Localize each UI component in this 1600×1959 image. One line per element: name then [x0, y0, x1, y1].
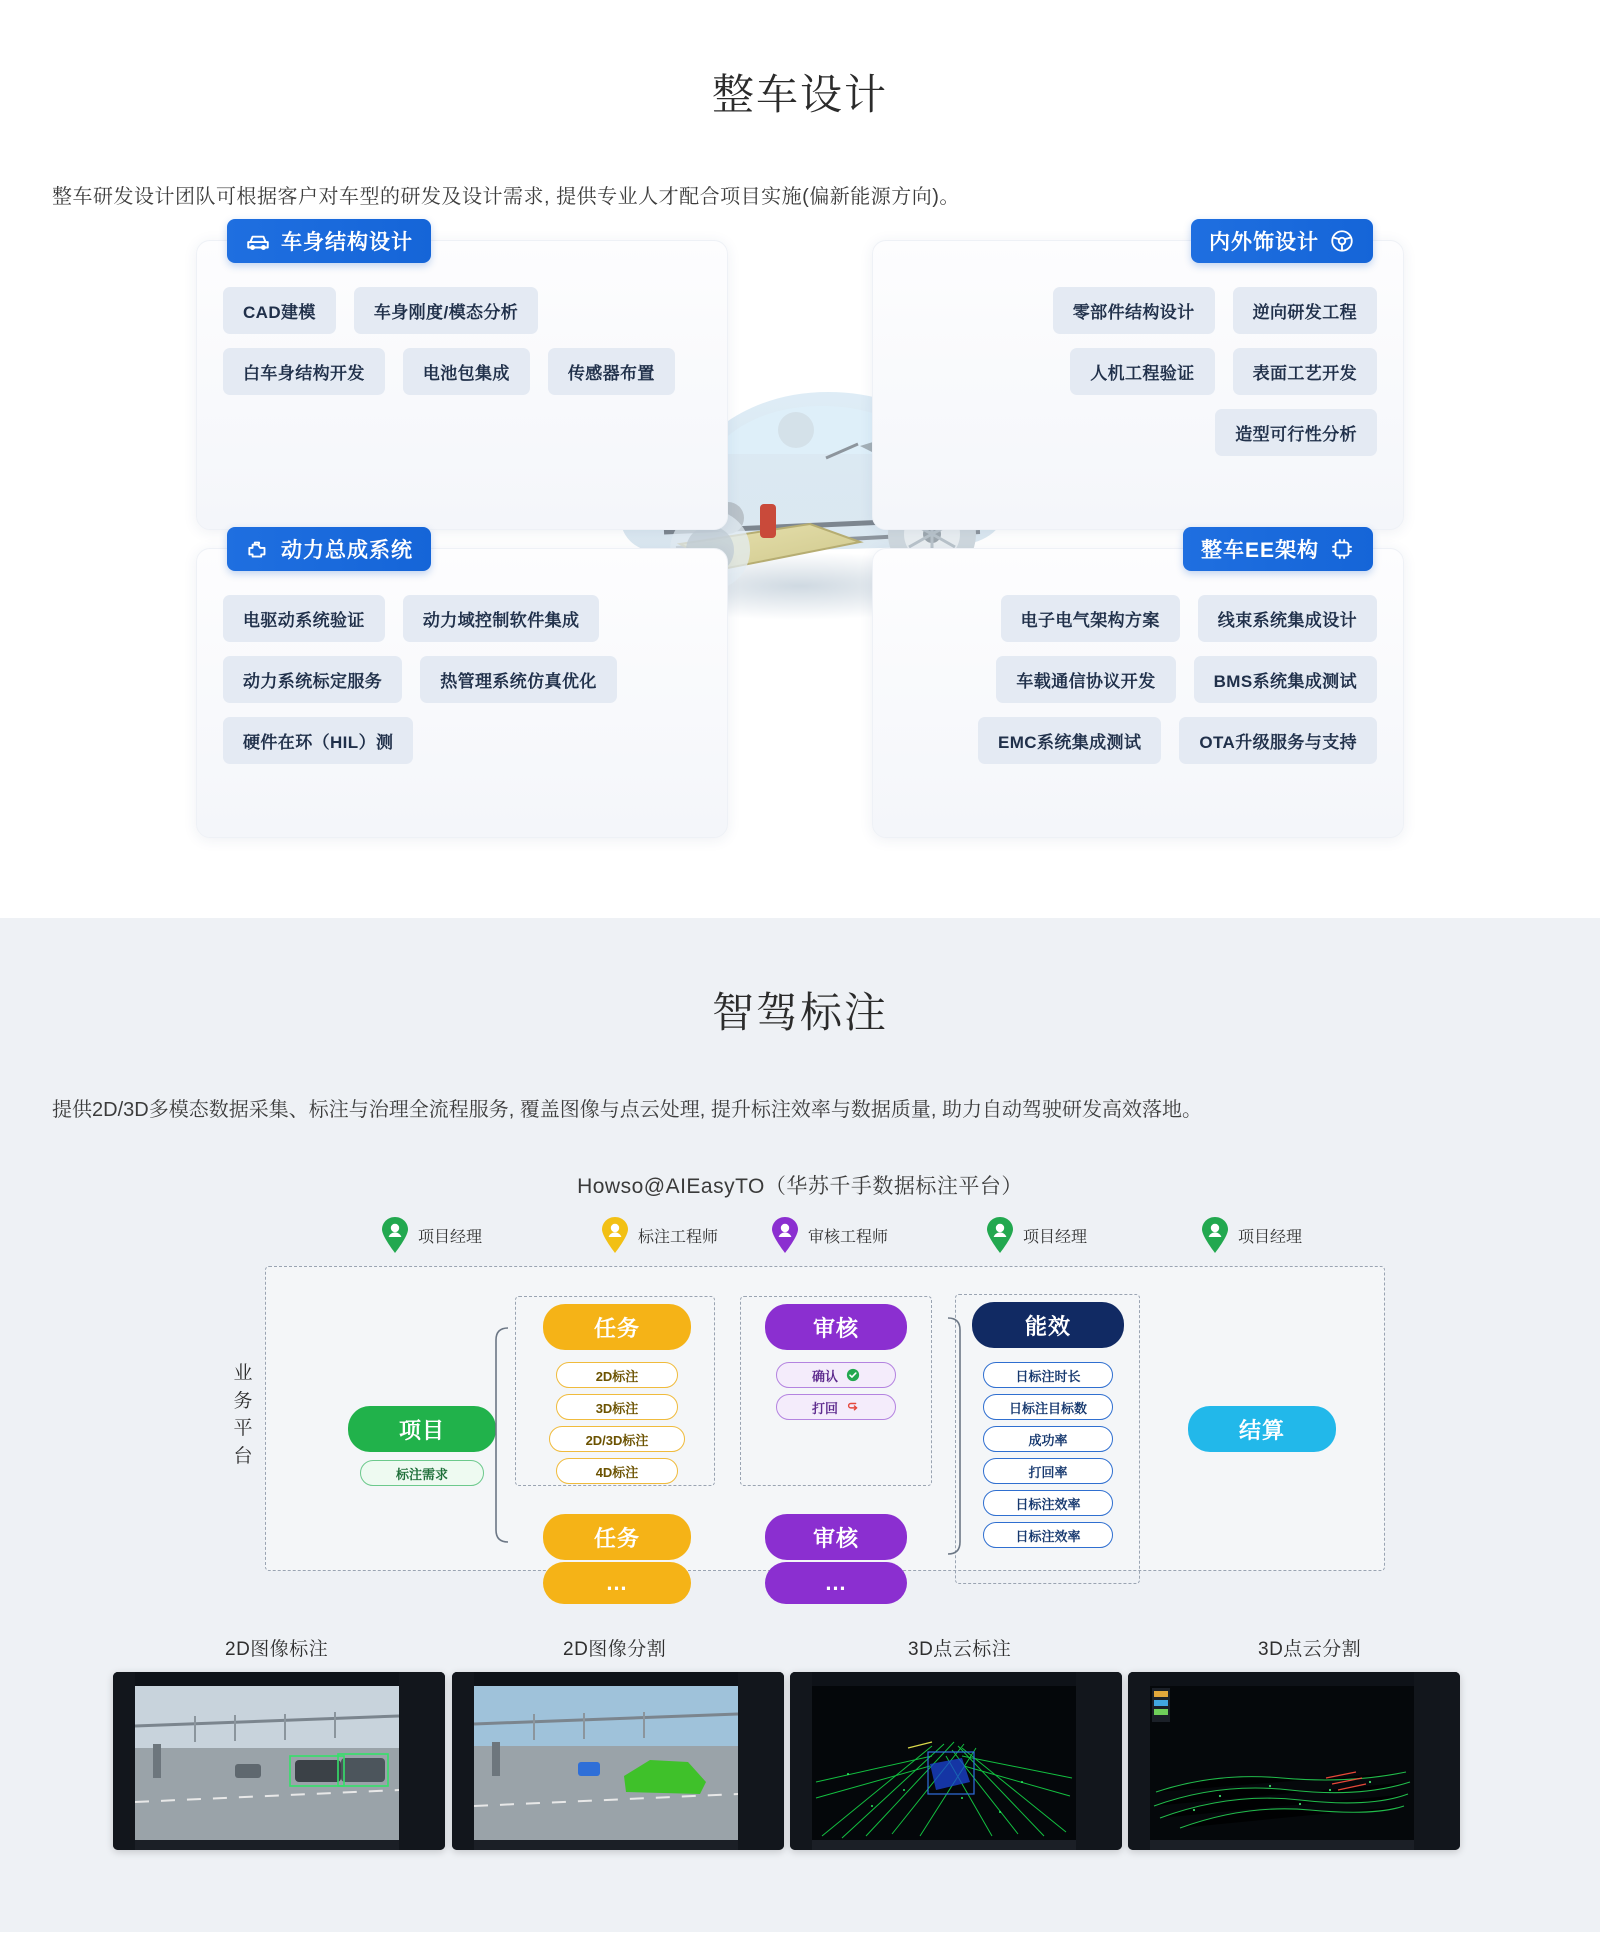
tag-list — [197, 549, 727, 764]
tag-item[interactable]: 零部件结构设计 — [1053, 287, 1215, 334]
person-pin-icon — [1200, 1216, 1230, 1254]
node-task-2[interactable]: 任务 — [543, 1514, 691, 1560]
chip-3d-annotation[interactable]: 3D标注 — [556, 1394, 678, 1420]
node-task-more[interactable]: … — [543, 1562, 691, 1604]
node-settlement[interactable]: 结算 — [1188, 1406, 1336, 1452]
workflow-diagram — [0, 1210, 1600, 1630]
card-header-interior-exterior — [1191, 219, 1373, 263]
role-item — [1200, 1216, 1302, 1254]
tag-list — [873, 241, 1403, 456]
card-ee-architecture — [872, 539, 1404, 838]
tag-item[interactable]: 逆向研发工程 — [1233, 287, 1377, 334]
role-label: 审核工程师 — [808, 1228, 889, 1246]
section-description: 整车研发设计团队可根据客户对车型的研发及设计需求, 提供专业人才配合项目实施(偏新能源方向)。 — [52, 186, 960, 208]
card-header-ee-architecture — [1183, 527, 1373, 571]
tag-item[interactable]: 电池包集成 — [403, 348, 530, 395]
chip-daily-efficiency-2[interactable]: 日标注效率 — [983, 1522, 1113, 1548]
role-item — [985, 1216, 1087, 1254]
tag-item[interactable]: 热管理系统仿真优化 — [420, 656, 617, 703]
chip-success-rate[interactable]: 成功率 — [983, 1426, 1113, 1452]
chip-daily-target[interactable]: 日标注目标数 — [983, 1394, 1113, 1420]
thumb-label: 2D图像分割 — [563, 1639, 667, 1660]
platform-side-label: 业务平台 — [233, 1363, 253, 1467]
role-item — [600, 1216, 718, 1254]
tag-item[interactable]: 表面工艺开发 — [1233, 348, 1377, 395]
circuit-icon — [1329, 536, 1355, 562]
tag-item[interactable]: 动力域控制软件集成 — [403, 595, 600, 642]
tag-list — [197, 241, 727, 395]
platform-name: Howso@AIEasyTO（华苏千手数据标注平台） — [577, 1175, 1023, 1198]
tag-item[interactable]: 动力系统标定服务 — [223, 656, 402, 703]
thumb-3d-pointcloud-annotation[interactable] — [790, 1672, 1122, 1850]
tag-item[interactable]: 电驱动系统验证 — [223, 595, 385, 642]
tag-item[interactable]: EMC系统集成测试 — [978, 717, 1161, 764]
design-card-grid — [0, 231, 1600, 858]
thumb-label: 3D点云分割 — [1258, 1639, 1362, 1660]
chip-reject[interactable] — [776, 1394, 896, 1420]
engine-icon — [245, 536, 271, 562]
node-audit-2[interactable]: 审核 — [765, 1514, 907, 1560]
card-title: 车身结构设计 — [281, 231, 413, 254]
section-title: 智驾标注 — [711, 989, 888, 1036]
card-powertrain — [196, 539, 728, 838]
person-pin-icon — [600, 1216, 630, 1254]
card-title: 内外饰设计 — [1209, 231, 1319, 254]
card-interior-exterior — [872, 231, 1404, 530]
page-title: 整车设计 — [711, 71, 888, 118]
node-efficiency[interactable]: 能效 — [972, 1302, 1124, 1348]
node-audit-more[interactable]: … — [765, 1562, 907, 1604]
person-pin-icon — [770, 1216, 800, 1254]
role-label: 标注工程师 — [638, 1228, 719, 1246]
thumb-label: 3D点云标注 — [908, 1639, 1012, 1660]
chip-2d3d-annotation[interactable]: 2D/3D标注 — [549, 1426, 685, 1452]
chip-confirm-label: 确认 — [811, 1368, 838, 1384]
tag-item[interactable]: 人机工程验证 — [1070, 348, 1214, 395]
tag-item[interactable]: 白车身结构开发 — [223, 348, 385, 395]
tag-item[interactable]: 硬件在环（HIL）测 — [223, 717, 413, 764]
node-task-1[interactable]: 任务 — [543, 1304, 691, 1350]
section-description: 提供2D/3D多模态数据采集、标注与治理全流程服务, 覆盖图像与点云处理, 提升标注效率与数据质量, 助力自动驾驶研发高效落地。 — [52, 1099, 1203, 1121]
thumb-3d-pointcloud-segmentation[interactable] — [1128, 1672, 1460, 1850]
thumb-2d-image-segmentation[interactable] — [452, 1672, 784, 1850]
chip-confirm[interactable] — [776, 1362, 896, 1388]
card-title: 整车EE架构 — [1200, 539, 1319, 562]
tag-item[interactable]: 车载通信协议开发 — [996, 656, 1175, 703]
tag-item[interactable]: CAD建模 — [223, 287, 336, 334]
chip-daily-duration[interactable]: 日标注时长 — [983, 1362, 1113, 1388]
thumb-2d-image-annotation[interactable] — [113, 1672, 445, 1850]
return-arrow-icon — [846, 1400, 860, 1414]
tag-item[interactable]: 传感器布置 — [548, 348, 675, 395]
node-audit-1[interactable]: 审核 — [765, 1304, 907, 1350]
card-title: 动力总成系统 — [281, 539, 413, 562]
thumb-label: 2D图像标注 — [225, 1639, 329, 1660]
chip-reject-rate[interactable]: 打回率 — [983, 1458, 1113, 1484]
tag-item[interactable]: 线束系统集成设计 — [1198, 595, 1377, 642]
card-header-body-structure — [227, 219, 431, 263]
role-label: 项目经理 — [418, 1228, 483, 1246]
node-project[interactable]: 项目 — [348, 1406, 496, 1452]
chip-reject-label: 打回 — [811, 1400, 838, 1416]
sample-gallery — [0, 1634, 1600, 1862]
role-item — [770, 1216, 888, 1254]
tag-item[interactable]: OTA升级服务与支持 — [1179, 717, 1377, 764]
tag-item[interactable]: BMS系统集成测试 — [1194, 656, 1377, 703]
tag-item[interactable]: 造型可行性分析 — [1215, 409, 1377, 456]
card-header-powertrain — [227, 527, 431, 571]
chip-4d-annotation[interactable]: 4D标注 — [556, 1458, 678, 1484]
tag-item[interactable]: 电子电气架构方案 — [1001, 595, 1180, 642]
role-legend — [0, 1210, 1600, 1266]
check-circle-icon — [846, 1368, 860, 1382]
role-label: 项目经理 — [1023, 1228, 1088, 1246]
steering-wheel-icon — [1329, 228, 1355, 254]
annotation-section — [0, 918, 1600, 1932]
chip-annotation-demand[interactable]: 标注需求 — [360, 1460, 484, 1486]
role-item — [380, 1216, 482, 1254]
chip-2d-annotation[interactable]: 2D标注 — [556, 1362, 678, 1388]
vehicle-design-section — [0, 0, 1600, 918]
chip-daily-efficiency-1[interactable]: 日标注效率 — [983, 1490, 1113, 1516]
car-front-icon — [245, 228, 271, 254]
role-label: 项目经理 — [1238, 1228, 1303, 1246]
tag-list — [873, 549, 1403, 764]
tag-item[interactable]: 车身刚度/模态分析 — [354, 287, 538, 334]
person-pin-icon — [985, 1216, 1015, 1254]
card-body-structure — [196, 231, 728, 530]
person-pin-icon — [380, 1216, 410, 1254]
